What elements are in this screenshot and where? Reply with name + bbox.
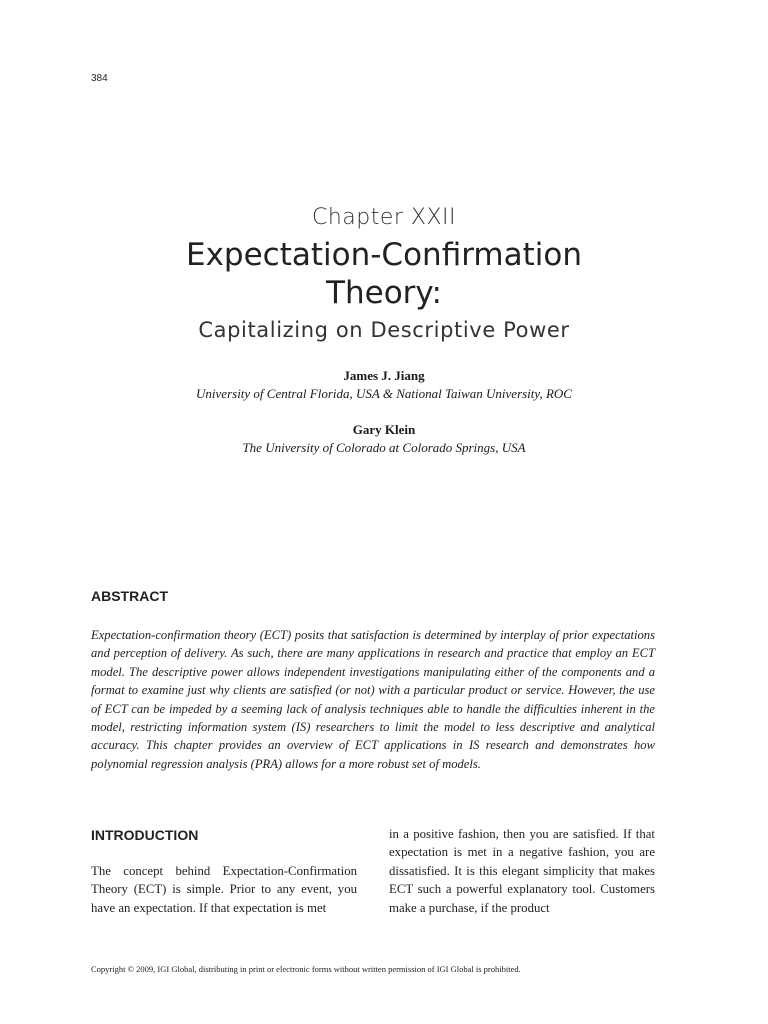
chapter-title-block: [0, 200, 768, 344]
introduction-heading: INTRODUCTION: [91, 827, 199, 843]
author-affiliation: The University of Colorado at Colorado Springs, USA: [242, 440, 526, 455]
author-affiliation: University of Central Florida, USA & National Taiwan University, ROC: [196, 386, 572, 401]
author-name: James J. Jiang: [343, 368, 425, 383]
author-2: [0, 421, 768, 457]
author-1: [0, 367, 768, 403]
copyright-notice: Copyright © 2009, IGI Global, distributing in print or electronic forms without written permission of IGI Global is prohibited.: [91, 964, 521, 974]
chapter-subtitle: Capitalizing on Descriptive Power: [198, 318, 570, 342]
chapter-title: Expectation-Confirmation Theory:: [185, 237, 582, 311]
author-name: Gary Klein: [352, 422, 416, 437]
abstract-text: Expectation-confirmation theory (ECT) posits that satisfaction is determined by interplay of prior expectations and perception of delivery. As such, there are many applications in research and practice that employ an ECT model. The descriptive power allows independent investigations manipulating either of the components and a format to examine just why clients are satisfied (or not) with a particular product or service. However, the use of ECT can be impeded by a seeming lack of analysis techniques able to handle the difficulties inherent in the model, restricting information system (IS) researchers to limit the model to less descriptive and analytical accuracy. This chapter provides an overview of ECT applications in IS research and demonstrates how polynomial regression analysis (PRA) allows for a more robust set of models.: [91, 628, 655, 771]
introduction-right-column: in a positive fashion, then you are satisfied. If that expectation is met in a negative fashion, you are dissatisfied. It is this elegant simplicity that makes ECT such a powerful explanatory tool. Customers make a purchase, if the product: [389, 827, 655, 915]
page-number: 384: [91, 73, 108, 84]
chapter-label: Chapter XXII: [311, 205, 457, 230]
abstract-heading: ABSTRACT: [91, 588, 168, 604]
introduction-left-column: The concept behind Expectation-Confirmation Theory (ECT) is simple. Prior to any event, you have an expectation. If that expectation is met: [91, 864, 357, 915]
